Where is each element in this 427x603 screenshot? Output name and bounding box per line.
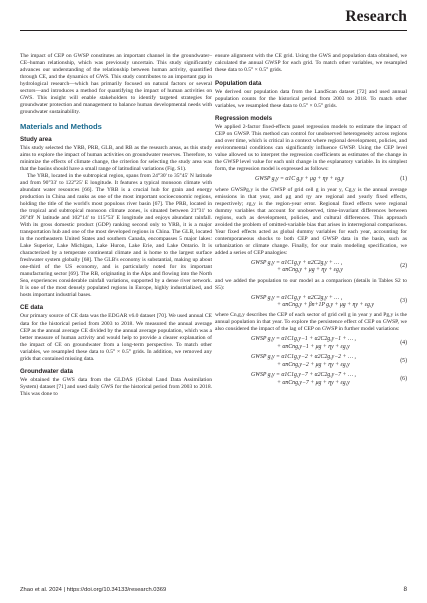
- regression-paragraph-4: where Cn,g,y describes the CEP of each sector of grid cell g in year y and Pg,y is the annual population in that year. To explore the persistence effect of CEP on GWSP, we also considered the impact of the lag of CEP on GWSP in further model variations:: [215, 312, 407, 333]
- equation-6: [215, 372, 407, 387]
- equation-3: [215, 295, 407, 310]
- right-column: [215, 53, 407, 390]
- journal-header-title: Research: [345, 8, 407, 25]
- equation-4-number: (4): [400, 340, 407, 347]
- page-number: 8: [403, 586, 407, 593]
- ce-data-paragraph: Our primary source of CE data was the EDGAR v6.0 dataset [70]. We used annual CE data for the historical period from 2003 to 2018. We measured the annual average CEP as the annual average CE divided by the annual average population, which was a better measure of human activity and would help to provide a clearer explanation of the impact of CE on groundwater from a long-term perspective. To match other variables, we resampled these data to 0.5° × 0.5° grids. In addition, we removed any grids that contained missing data.: [20, 313, 212, 362]
- equation-2: [215, 260, 407, 275]
- equation-3-line-1: GWSP g,y = α1C1g,y + α2C2g,y + … ,: [251, 294, 343, 301]
- subheading-groundwater-data: Groundwater data: [20, 367, 73, 375]
- intro-paragraph: The impact of CEP on GWSP constitutes an important channel in the groundwater–CE–human relationship, which was previously uncertain. This study significantly advances our understanding of the relationship between human activity, quantified through CE, and the dynamics of GWS. This study contributes to an important gap in hydrological research—which has primarily focused on natural factors or several sectors—and introduces a method for quantifying the impact of human activities on GWS. This insight will enable stakeholders to identify targeted strategies for groundwater protection and management to balance human developmental needs with groundwater sustainability.: [20, 53, 212, 116]
- equation-2-line-2: + αnCng,y + μg + ηy + εg,y: [277, 267, 343, 274]
- equation-3-line-2: + αnCng,y + βn+1P g,y + μg + ηy + εg,y: [277, 302, 374, 309]
- equation-1-body: GWSP g,y = α1C g,y + μg + ηy + εg,y: [255, 176, 345, 183]
- left-column: [20, 53, 212, 398]
- subheading-regression-models: Regression models: [215, 115, 273, 123]
- equation-5: [215, 354, 407, 369]
- section-heading-methods: Materials and Methods: [20, 122, 102, 132]
- population-data-paragraph: We derived our population data from the LandScan dataset [72] and used annual population counts for the historical period from 2003 to 2018. To match other variables, we resampled these data to 0.5° × 0.5° grids.: [215, 89, 407, 110]
- subheading-population-data: Population data: [215, 80, 262, 88]
- equation-5-line-2: + αnCng,y−2 + μg + ηy + εg,y: [277, 361, 350, 368]
- regression-paragraph-3: and we added the population to our model as a comparison (details in Tables S2 to S5):: [215, 277, 407, 291]
- equation-2-number: (2): [400, 263, 407, 270]
- groundwater-data-paragraph: We obtained the GWS data from the GLDAS (Global Land Data Assimilation System) dataset [71] and used daily GWS for the historical period from 2003 to 2018. This was done to: [20, 376, 212, 397]
- equation-5-line-1: GWSP g,y = α1C1g,y−2 + α2C2g,y−2 + … ,: [251, 354, 356, 361]
- study-area-paragraph-2: The YRB, located in the subtropical region, spans from 24°30' to 35°45' N latitude and from 90°33' to 122°25' E longitude. It features a typical monsoon climate with abundant water resources [66]. The YRB is a crucial hub for grain and energy production in China and ranks as one of the most important socioeconomic regions, holding the title of the world's most populous river basin [67]. The PRB, located in the tropical and subtropical monsoon climate zones, is situated between 21°31' to 26°49' N latitude and 102°14' to 115°53' E longitude and enjoys abundant rainfall. With its gross domestic product (GDP) ranking second only to YRB, it is a major transportation hub and one of the most developed regions in China. The GLB, located in the northeastern United States and southern Canada, encompasses 5 major lakes: Lake Superior, Lake Michigan, Lake Huron, Lake Erie, and Lake Ontario. It is characterized by a temperate continental climate and is home to the largest surface freshwater system globally [68]. The GLB's economy is substantial, making up about one-third of the US economy, and is particularly noted for its important manufacturing sector [69]. The RB, originating in the Alps and flowing into the North Sea, experiences considerable rainfall variations, supported by a dense river network. It is one of the most densely populated regions in Europe, highly industrialized, and hosts important industrial bases.: [20, 173, 212, 299]
- equation-1-number: (1): [400, 176, 407, 183]
- equation-6-line-1: GWSP g,y = α1C1g,y−7 + α2C2g,y−7 + … ,: [251, 372, 356, 379]
- header-rule: [20, 30, 407, 31]
- regression-paragraph-1: We applied 2-factor fixed-effects panel regression models to estimate the impact of CEP on GWSP. This method can control for unobserved heterogeneity across regions and over time, which is critical in a context where regional development, policies, and environmental conditions can significantly influence GWSP. Using the CEP level value allowed us to interpret the regression coefficients as estimates of the change in the GWSP level value for each unit change in the explanatory variable. In its simplest form, the regression model is expressed as follows:: [215, 124, 407, 173]
- equation-1: [215, 176, 407, 183]
- equation-4: [215, 336, 407, 351]
- subheading-ce-data: CE data: [20, 304, 44, 312]
- equation-6-number: (6): [400, 375, 407, 382]
- equation-6-line-2: + αnCng,y−7 + μg + ηy + εg,y: [277, 379, 350, 386]
- regression-paragraph-2: where GWSPg,y is the GWSP of grid cell g in year y, Cg,y is the annual average emissions in that year, and μg and ηy are regional and yearly fixed effects, respectively; εg,y is the region-year error. Regional fixed effects were regional dummy variables that account for unobserved, time-invariant differences between regions, such as development, policies, and cultural differences. This approach avoided the problem of omitted-variable bias that arises in interregional comparisons. Year fixed effects acted as global dummy variables for each year, accounting for contemporaneous shocks to both CEP and GWSP data in the basin, such as urbanization or climate change. Finally, for our main modeling specification, we added a series of CEP analogies:: [215, 186, 407, 256]
- study-area-paragraph-1: This study selected the YRB, PRB, GLB, and RB as the research areas, as this study aims to explore the impact of human activities on groundwater reserves. Therefore, to minimize the effects of climate change, the criterion for selecting the study area was that the basins should have a small range of latitudinal variations (Fig. S1).: [20, 145, 212, 173]
- subheading-study-area: Study area: [20, 136, 52, 144]
- footer-citation-doi[interactable]: Zhao et al. 2024 | https://doi.org/10.34133/research.0369: [20, 587, 167, 593]
- equation-4-line-1: GWSP g,y = α1C1g,y−1 + α2C2g,y−1 + … ,: [251, 336, 356, 343]
- equation-3-number: (3): [400, 298, 407, 305]
- equation-5-number: (5): [400, 357, 407, 364]
- groundwater-continued-paragraph: ensure alignment with the CE grid. Using the GWS and population data obtained, we calculated the annual GWSP for each grid. To match other variables, we resampled these data to 0.5° × 0.5° grids.: [215, 53, 407, 74]
- equation-2-line-1: GWSP g,y = α1C1g,y + α2C2g,y + … ,: [251, 259, 343, 266]
- equation-4-line-2: + αnCng,y−1 + μg + ηy + εg,y: [277, 343, 350, 350]
